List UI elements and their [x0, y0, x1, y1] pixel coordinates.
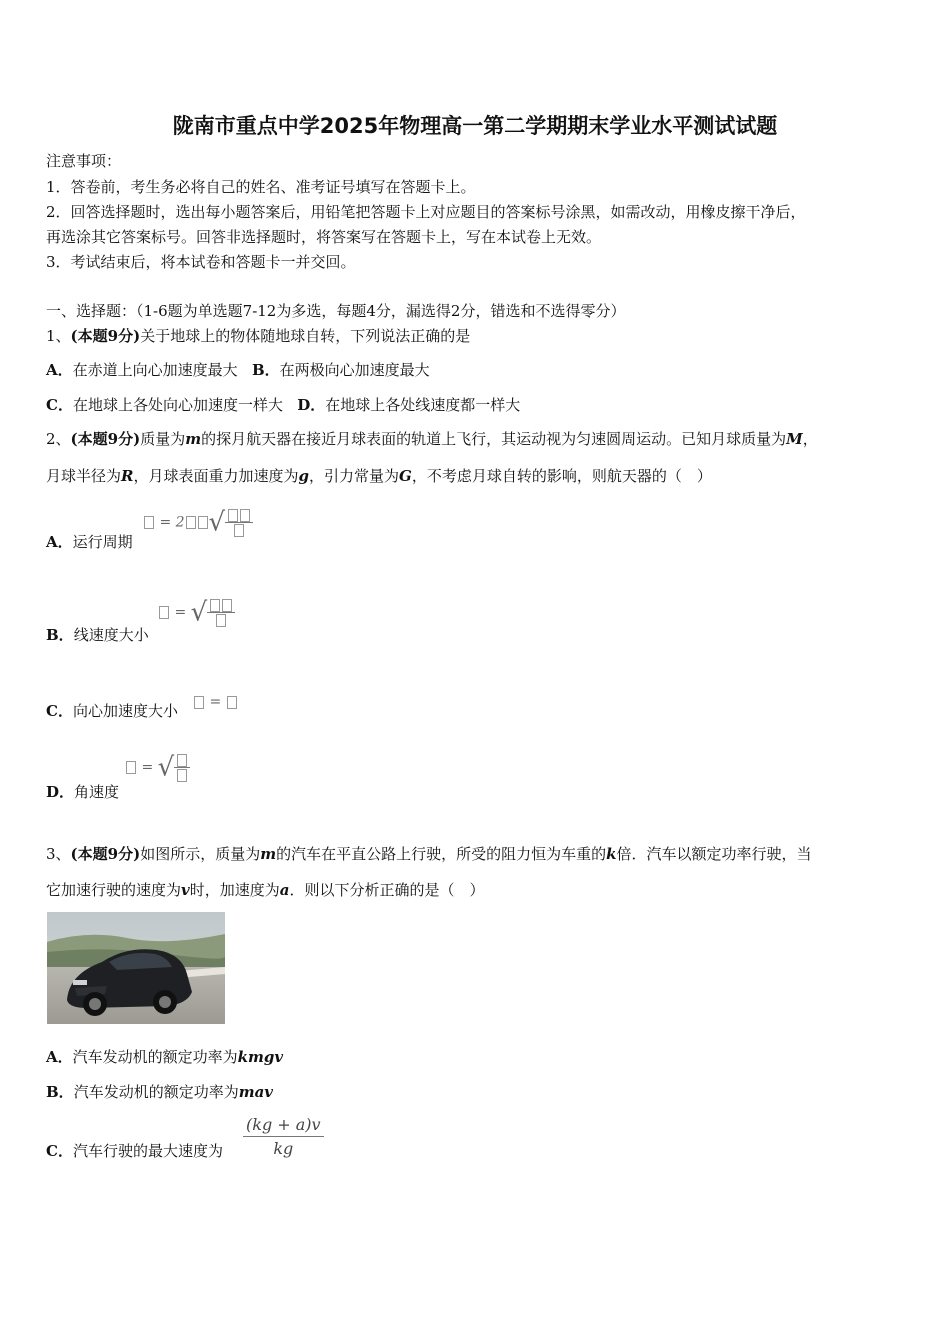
var-R: R [121, 467, 134, 485]
var-k: k [606, 845, 617, 863]
q2-number: 2、 [46, 430, 71, 448]
page-title: 陇南市重点中学2025年物理高一第二学期期末学业水平测试试题 [172, 114, 778, 138]
fraction-denominator: kg [273, 1139, 294, 1158]
var-a: a [279, 881, 290, 899]
question-2-stem-line2 [46, 465, 712, 487]
q3-number: 3、 [46, 845, 71, 863]
q2-text: ，引力常量为 [309, 467, 400, 485]
var-m: m [185, 430, 202, 448]
q3-option-a [46, 1046, 283, 1068]
q3-option-b-text: 汽车发动机的额定功率为 [73, 1083, 239, 1101]
q2-text: 的探月航天器在接近月球表面的轨道上飞行，其运动视为匀速圆周运动。已知月球质量为 [201, 430, 787, 448]
q2-option-b-label: B． [46, 626, 74, 644]
q2-score: (本题9分) [70, 430, 141, 448]
expr-mav: mav [238, 1083, 274, 1101]
notes-heading: 注意事项： [46, 152, 122, 170]
q1-option-c: 在地球上各处向心加速度一样大 [72, 396, 283, 414]
q2-option-c [46, 700, 178, 722]
q1-number: 1、 [46, 327, 71, 345]
q1-text: 关于地球上的物体随地球自转，下列说法正确的是 [140, 327, 471, 345]
q2-option-a-text: 运行周期 [72, 533, 133, 551]
car-photo [47, 912, 225, 1024]
formula-text: = 2 [159, 514, 185, 531]
q2-text: ， [802, 430, 818, 448]
question-1-stem [46, 325, 470, 347]
question-3-stem-line1 [46, 843, 812, 865]
q2-text: ，月球表面重力加速度为 [133, 467, 299, 485]
q2-option-d [46, 781, 119, 803]
q1-option-d-label: D． [297, 396, 326, 414]
q2-option-c-label: C． [46, 702, 73, 720]
note-item: 2．回答选择题时，选出每小题答案后，用铅笔把答题卡上对应题目的答案标号涂黑，如需改动，用橡皮擦干净后， [46, 203, 806, 221]
var-m: m [260, 845, 277, 863]
q3-text: 时，加速度为 [189, 881, 280, 899]
q2-option-c-text: 向心加速度大小 [72, 702, 178, 720]
q3-score: (本题9分) [70, 845, 141, 863]
q1-option-d: 在地球上各处线速度都一样大 [325, 396, 521, 414]
q3-option-a-label: A． [46, 1048, 73, 1066]
q1-option-a-label: A． [46, 361, 73, 379]
note-item: 3．考试结束后，将本试卷和答题卡一并交回。 [46, 253, 356, 271]
note-item: 再选涂其它答案标号。回答非选择题时，将答案写在答题卡上，写在本试卷上无效。 [46, 228, 602, 246]
fraction-numerator: (kg + a)v [243, 1115, 324, 1137]
q1-options-ab [46, 359, 430, 381]
q2-option-a-label: A． [46, 533, 73, 551]
q2-text: ，不考虑月球自转的影响，则航天器的（ ） [411, 467, 712, 485]
formula-velocity: = √ [158, 598, 235, 627]
q3-text: 的汽车在平直公路上行驶，所受的阻力恒为车重的 [276, 845, 607, 863]
q1-option-c-label: C． [46, 396, 73, 414]
q2-option-d-label: D． [46, 783, 75, 801]
formula-text: = [209, 694, 222, 710]
q3-option-a-text: 汽车发动机的额定功率为 [72, 1048, 238, 1066]
section-heading: 一、选择题：（1-6题为单选题7-12为多选，每题4分，漏选得2分，错选和不选得零分） [46, 302, 626, 320]
var-G: G [399, 467, 412, 485]
q1-option-b: 在两极向心加速度最大 [279, 361, 430, 379]
q1-option-a: 在赤道上向心加速度最大 [72, 361, 238, 379]
q3-option-b [46, 1081, 273, 1103]
q2-option-b [46, 624, 149, 646]
formula-max-velocity [243, 1115, 324, 1158]
q1-option-b-label: B． [251, 361, 280, 379]
formula-angular-velocity: = √ [125, 753, 190, 782]
expr-kmgv: kmgv [237, 1048, 284, 1066]
q2-text: 质量为 [140, 430, 186, 448]
q3-option-c-text: 汽车行驶的最大速度为 [72, 1142, 223, 1160]
q2-text: 月球半径为 [46, 467, 122, 485]
q3-option-c [46, 1140, 223, 1162]
q3-text: 倍．汽车以额定功率行驶，当 [616, 845, 812, 863]
q3-option-c-label: C． [46, 1142, 73, 1160]
q1-score: (本题9分) [70, 327, 141, 345]
q1-options-cd [46, 394, 520, 416]
formula-text: = [174, 604, 187, 621]
formula-acceleration [193, 694, 238, 710]
q3-option-b-label: B． [46, 1083, 74, 1101]
var-M: M [786, 430, 803, 448]
formula-text: = [141, 759, 154, 776]
q3-text: 如图所示，质量为 [140, 845, 261, 863]
q3-text: 它加速行驶的速度为 [46, 881, 182, 899]
q3-text: ．则以下分析正确的是（ ） [289, 881, 485, 899]
q2-option-b-text: 线速度大小 [73, 626, 149, 644]
var-g: g [298, 467, 309, 485]
q2-option-d-text: 角速度 [74, 783, 120, 801]
q2-option-a [46, 531, 133, 553]
formula-period: = 2 √ [143, 508, 253, 537]
question-3-stem-line2 [46, 879, 485, 901]
var-v: v [181, 881, 190, 899]
question-2-stem-line1 [46, 428, 818, 450]
note-item: 1．答卷前，考生务必将自己的姓名、准考证号填写在答题卡上。 [46, 178, 476, 196]
